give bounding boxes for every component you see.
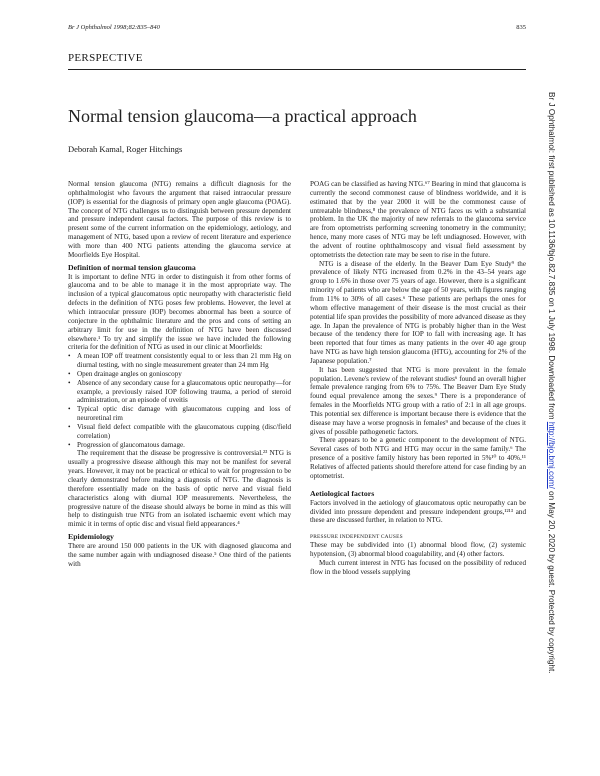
running-header-citation: Br J Ophthalmol 1998;82:835–840 xyxy=(68,24,160,31)
epidemiology-heading: Epidemiology xyxy=(68,532,114,542)
criteria-list xyxy=(68,352,291,449)
page-number: 835 xyxy=(516,24,526,31)
epidemiology-paragraph-2: POAG can be classified as having NTG.⁶⁷ Bearing in mind that glaucoma is currently the second commonest cause of blindness worldwide, and it is estimated that by the year 2000 it will be the commonest cause of untreatable blindness,⁸ the prevalence of NTG faces us with a substantial problem. In the UK the majority of new referrals to the glaucoma service are from optometrists performing screening tonometry in the community; hence, many more cases of NTG may be left undiagnosed. However, with the advent of routine ophthalmoscopy and visual field assessment by optometrists the detection rate may be seen to rise in the future. xyxy=(310,180,526,259)
article-authors: Deborah Kamal, Roger Hitchings xyxy=(68,144,183,154)
epidemiology-paragraph-4: It has been suggested that NTG is more prevalent in the female population. Levene's review of the relevant studies⁶ found an overall higher female prevalence ranging from 6% to 75%. The Beaver Dam Eye Study found equal prevalence among the sexes.⁹ There is a preponderance of females in the Moorfields NTG group with a ratio of 2:1 in all age groups. This potential sex difference is important because there is evidence that the disease may have a worse prognosis in females⁹ and because of the clues it gives of possible pathogenetic factors. xyxy=(310,365,526,436)
definition-heading: Definition of normal tension glaucoma xyxy=(68,262,196,272)
definition-paragraph-1: It is important to define NTG in order to distinguish it from other forms of glaucoma and to be able to manage it in the most appropriate way. The inclusion of a typical glaucomatous optic neuropathy with characteristic field defects in the definition of NTG poses few problems. However, the level at which intraocular pressure (IOP) becomes abnormal has been a source of conjecture in the ophthalmic literature and the pros and cons of setting an arbitrary limit for use in the definition of NTG have been discussed elsewhere.¹ To try and simplify the issue we have included the following criteria for the definition of NTG as used in our clinic at Moorfields: xyxy=(68,272,291,352)
criteria-item: • Absence of any secondary cause for a glaucomatous optic neuropathy—for example, a previously raised IOP following trauma, a period of steroid administration, or an episode of uveitis xyxy=(68,379,291,406)
pressure-independent-heading: PRESSURE INDEPENDENT CAUSES xyxy=(310,534,403,541)
epidemiology-paragraph-3: NTG is a disease of the elderly. In the Beaver Dam Eye Study⁹ the prevalence of likely NTG increased from 0.2% in the 43–54 years age group to 1.6% in those over 75 years of age. However, there is a significant minority of patients who are below the age of 50 years, with figures ranging from 11% to 30% of all cases.⁶ These patients are perhaps the ones for whom effective management of their disease is the most crucial as their potential life span provides the possibility of more advanced disease as they age. In Japan the prevalence of NTG is probably higher than in the West because of the tendency there for IOP to fall with increasing age. It has been reported that four times as many patients in the over 40 age group have NTG as have high tension glaucoma (HTG), accounting for 2% of the Japanese population.⁷ xyxy=(310,259,526,365)
criteria-item: • Visual field defect compatible with the glaucomatous cupping (disc/field correlation) xyxy=(68,423,291,441)
download-sidebar-note xyxy=(547,92,556,692)
epidemiology-paragraph-5: There appears to be a genetic component to the development of NTG. Several cases of both NTG and HTG may occur in the same family.⁶ The presence of a positive family history has been reported in 5%¹⁰ to 40%.¹¹ Relatives of affected patients should therefore attend for case finding by an optometrist. xyxy=(310,436,526,480)
abstract: Normal tension glaucoma (NTG) remains a difficult diagnosis for the ophthalmologist who favours the argument that raised intraocular pressure (IOP) is essential for the diagnosis of primary open angle glaucoma (POAG). The concept of NTG challenges us to distinguish between pressure dependent and pressure independent causal factors. The purpose of this review is to present some of the current information on the epidemiology, aetiology, and management of NTG, based upon a review of recent literature and experience with more than 400 NTG patients attending the glaucoma service at Moorfields Eye Hospital. xyxy=(68,180,291,259)
epidemiology-paragraph-1: There are around 150 000 patients in the UK with diagnosed glaucoma and the same number again with undiagnosed disease.⁵ One third of the patients with xyxy=(68,542,291,568)
pressure-paragraph-2: Much current interest in NTG has focused on the possibility of reduced flow in the blood vessels supplying xyxy=(310,558,526,576)
section-rule xyxy=(68,69,526,70)
sidebar-text-before: Br J Ophthalmol: first published as 10.1136/bjo.82.7.835 on 1 July 1998. Downloaded from xyxy=(547,92,556,422)
criteria-item: • Typical optic disc damage with glaucomatous cupping and loss of neuroretinal rim xyxy=(68,405,291,423)
criteria-item: • Progression of glaucomatous damage. xyxy=(68,441,291,450)
pressure-paragraph-1: These may be subdivided into (1) abnormal blood flow, (2) systemic hypotension, (3) abnormal blood coagulability, and (4) other factors. xyxy=(310,541,526,559)
criteria-item: • A mean IOP off treatment consistently equal to or less than 21 mm Hg on diurnal testing, with no single measurement greater than 24 mm Hg xyxy=(68,352,291,370)
aetiology-heading: Aetiological factors xyxy=(310,488,375,498)
section-label: PERSPECTIVE xyxy=(68,52,143,64)
right-column xyxy=(310,180,526,577)
article-title: Normal tension glaucoma—a practical approach xyxy=(68,106,417,126)
bjo-site-link[interactable]: http://bjo.bmj.com/ xyxy=(547,421,556,489)
aetiology-paragraph: Factors involved in the aetiology of glaucomatous optic neuropathy can be divided into pressure dependent and pressure independent groups,¹²¹³ and these are discussed further, in relation to NTG. xyxy=(310,498,526,525)
criteria-item: • Open drainage angles on gonioscopy xyxy=(68,370,291,379)
sidebar-text-after: on May 20, 2020 by guest. Protected by copyright. xyxy=(547,488,556,674)
definition-paragraph-2: The requirement that the disease be progressive is controversial.²³ NTG is usually a progressive disease although this may not be manifest for several years. However, it may not be practical or ethical to wait for progression to be clearly demonstrated before making a diagnosis of NTG. The diagnosis is therefore essentially made on the basis of optic nerve and visual field characteristics along with diurnal IOP measurements. Nevertheless, the progressive nature of the disease should always be borne in mind as this will help to distinguish true NTG from an isolated ischaemic event which may mimic it in terms of optic disc and visual field appearances.⁴ xyxy=(68,449,291,529)
left-column xyxy=(68,180,291,569)
